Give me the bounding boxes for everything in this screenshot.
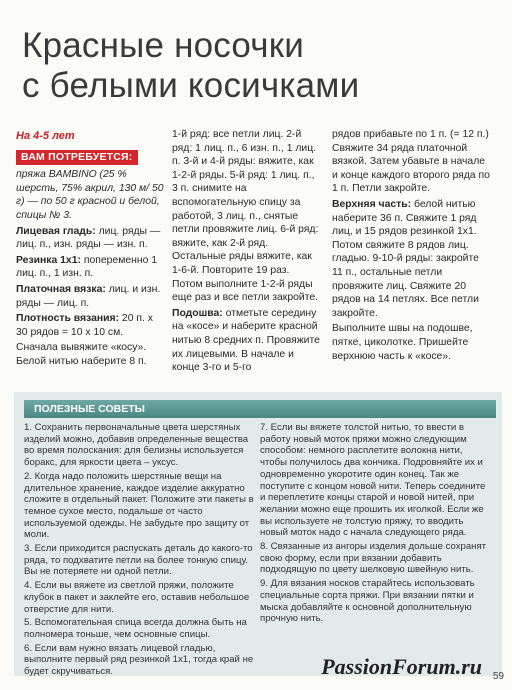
sole-label: Подошва: (172, 307, 223, 319)
tip-4: 4. Если вы вяжете из светлой пряжи, положите клубок в пакет и заклейте его, оставив небольшое отверстие для нити. (24, 580, 250, 615)
tip-2: 2. Когда надо положить шерстяные вещи на длительное хранение, каждое изделие аккуратно сложите в отдельный пакет. Положите эти пакеты в темное сухое место, подальше от часто используемой одежды. Не забудьте про защиту от моли. (24, 470, 254, 541)
garter-text: лиц. и изн. ряды — лиц. п. (16, 283, 161, 309)
finishing-instructions: Выполните швы на подошве, пятке, циколотке. Пришейте верхнюю часть к «косе». (332, 323, 473, 362)
gauge (16, 312, 164, 339)
rib-label: Резинка 1х1: (16, 254, 81, 266)
upper-text: белой нитью наберите 36 п. Свяжите 1 ряд лиц, и 15 рядов резинкой 1х1. Потом свяжите 8 рядов лиц. гладью. 9-10-й ряды: закройте 11 п., остальные петли провяжите лиц. Свяжите 20 рядов на 14 петлях. Все петли закройте. (332, 198, 479, 319)
stitch-stockinette (16, 225, 164, 252)
column-left (16, 130, 164, 371)
sole-continued: рядов прибавьте по 1 п. (= 12 п.) Свяжите 34 ряда платочной вязкой. Затем убавьте в начале и конце каждого второго ряда по 1 п. Петли закройте. (332, 129, 490, 195)
watermark-logo: PassionForum.ru (321, 654, 482, 679)
tip-9: 9. Для вязания носков старайтесь использовать специальные сорта пряжи. При вязании пятки и мыска добавляйте к основной дополнительную прочную нить. (260, 578, 475, 625)
title-line-1: Красные носочки (22, 26, 304, 65)
gauge-text: 20 п. х 30 рядов = 10 х 10 см. (16, 313, 153, 338)
column-right (332, 128, 492, 365)
garter-label: Платочная вязка: (16, 283, 106, 295)
stockinette-text: лиц. ряды — лиц. п., изн. ряды — изн. п. (16, 225, 161, 251)
rib-text: попеременно 1 лиц. п., 1 изн. п. (16, 254, 158, 280)
tips-header: ПОЛЕЗНЫЕ СОВЕТЫ (24, 400, 496, 418)
tip-3: 3. Если приходится распускать деталь до какого-то ряда, то подхватите петли на более тонкую спицу. Вы не потеряете ни одной петли. (24, 543, 253, 578)
page-title (22, 26, 359, 106)
tip-6: 6. Если вам нужно вязать лицевой гладью, выполните первый ряд резинкой 1х1, тогда край не будет скручиваться. (24, 642, 254, 678)
page-number: 59 (492, 671, 504, 682)
tips-column-left (24, 422, 256, 680)
stitch-rib (16, 254, 164, 281)
instructions-start: Сначала вывяжите «косу». Белой нитью наберите 8 п. (16, 342, 147, 367)
tip-5: 5. Вспомогательная спица всегда должна быть на полномера тоньше, чем основные спицы. (24, 617, 247, 640)
materials-header: ВАМ ПОТРЕБУЕТСЯ: (16, 150, 138, 166)
sole-text: отметьте середину на «косе» и наберите красной нитью 8 средних п. Провяжите их лицевыми. В начале и конце 3-го и 5-го (172, 307, 320, 374)
column-middle (172, 128, 320, 377)
gauge-label: Плотность вязания: (16, 313, 120, 325)
stitch-garter (16, 283, 164, 310)
upper-instructions (332, 198, 492, 320)
useful-tips-box (14, 392, 502, 676)
tip-1: 1. Сохранить первоначальные цвета шерстяных изделий можно, добавив определенные вещества во время полоскания: для белизны используется боракс, для яркости цвета – уксус. (24, 422, 249, 469)
tip-7: 7. Если вы вяжете толстой нитью, то ввести в работу новый моток пряжи можно следующим способом: немного расплетите волокна нити, чтобы получилось два кончика. Подровняйте их и одновременно укоротите один конец. Так же поступите с концом новой нити. Теперь соедините и переплетите концы старой и новой нитей, при желании можно еще прошить их иголкой. Если же вы используете не толстую пряжу, то вводить новый моток надо с начала следующего ряда. (260, 422, 486, 539)
tip-8: 8. Связанные из ангоры изделия дольше сохранят свою форму, если при вязании добавить подходящую по цвету шелковую швейную нить. (260, 541, 487, 576)
stockinette-label: Лицевая гладь: (16, 225, 96, 237)
tips-column-right (260, 422, 492, 627)
sole-instructions (172, 307, 320, 375)
yarn-description: пряжа BAMBINO (25 % шерсть, 75% акрил, 130 м/ 50 г) — по 50 г красной и белой, спицы № 3. (16, 169, 164, 221)
upper-label: Верхняя часть: (332, 198, 412, 210)
braid-instructions: 1-й ряд: все петли лиц. 2-й ряд: 1 лиц. п., 6 изн. п., 1 лиц. п. 3-й и 4-й ряды: вяжите, как 1-2-й ряды. 5-й ряд: 1 лиц. п., 3 п. снимите на вспомогательную спицу за работой, 3 лиц. п., снятые петли провяжите лиц. 6-й ряд: вяжите, как 2-й ряд. Остальные ряды вяжите, как 1-6-й. Повторите 19 раз. Потом выполните 1-2-й ряды еще раз и все петли закройте. (172, 129, 319, 304)
title-line-2: с белыми косичками (22, 66, 360, 105)
age-label: На 4-5 лет (16, 130, 75, 142)
